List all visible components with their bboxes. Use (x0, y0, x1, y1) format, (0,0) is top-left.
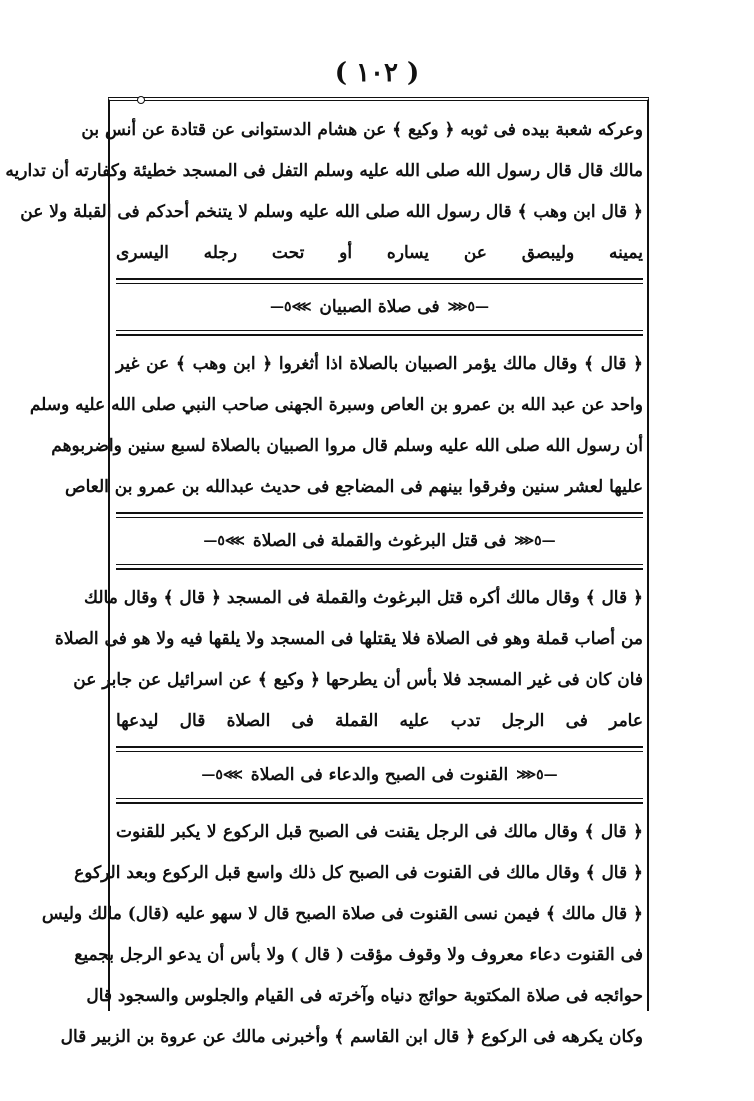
paragraph-spitting-in-mosque (5, 110, 643, 274)
paragraph-qunut (41, 812, 643, 1058)
text-line: فى القنوت دعاء معروف ولا وقوف مؤقت ( قال ) ولا بأس أن يدعو الرجل بجميع (74, 945, 643, 965)
text-line: ﴿ قال ﴾ وقال مالك يؤمر الصبيان بالصلاة اذا أثغروا ﴿ ابن وهب ﴾ عن غير (116, 354, 643, 374)
text-line: مالك قال قال رسول الله صلى الله عليه وسلم التفل فى المسجد خطيئة وكفارته أن تداريه (5, 161, 643, 181)
section-heading-qunut (116, 746, 643, 804)
text-line: ﴿ قال ابن وهب ﴾ قال رسول الله صلى الله عليه وسلم لا يتنخم أحدكم فى القبلة ولا عن (20, 202, 643, 222)
text-line: فان كان فى غير المسجد فلا بأس أن يطرحها ﴿ وكيع ﴾ عن اسرائيل عن جابر عن (73, 670, 643, 690)
heading-ornament-left: ⋙٥— (269, 299, 312, 315)
paragraph-killing-fleas (54, 578, 643, 742)
heading-ornament-right: —٥⋘ (447, 299, 490, 315)
text-line: من أصاب قملة وهو فى الصلاة فلا يقتلها فى المسجد ولا يلقها فيه ولا هو فى الصلاة (54, 629, 643, 649)
text-line: ﴿ قال ﴾ وقال مالك فى الرجل يقنت فى الصبح قبل الركوع لا يكبر للقنوت (116, 822, 643, 842)
text-line: ﴿ قال ﴾ وقال مالك أكره قتل البرغوث والقملة فى المسجد ﴿ قال ﴾ وقال مالك (84, 588, 643, 608)
heading-title: فى قتل البرغوث والقملة فى الصلاة (252, 531, 507, 551)
text-line: عامر فى الرجل تدب عليه القملة فى الصلاة قال ليدعها (116, 711, 643, 731)
heading-ornament-left: ⋙٥— (201, 767, 243, 783)
text-line: وعركه شعبة بيده فى ثوبه ﴿ وكيع ﴾ عن هشام الدستوانى عن قتادة عن أنس بن (81, 120, 643, 140)
text-line: ﴿ قال ﴾ وقال مالك فى القنوت فى الصبح كل ذلك واسع قبل الركوع وبعد الركوع (74, 863, 643, 883)
text-line: يمينه وليبصق عن يساره أو تحت رجله اليسرى (116, 243, 643, 263)
text-line: عليها لعشر سنين وفرقوا بينهم فى المضاجع فى حديث عبدالله بن عمرو بن العاص (65, 477, 643, 497)
text-line: وكان يكرهه فى الركوع ﴿ قال ابن القاسم ﴾ وأخبرنى مالك عن عروة بن الزبير قال (60, 1027, 643, 1047)
frame-ornament-dot (137, 96, 145, 104)
heading-ornament-right: —٥⋘ (514, 533, 556, 549)
heading-title: القنوت فى الصبح والدعاء فى الصلاة (250, 765, 509, 785)
text-line: واحد عن عبد الله بن عمرو بن العاص وسبرة الجهنى صاحب النبي صلى الله عليه وسلم (29, 395, 643, 415)
text-line: حوائجه فى صلاة المكتوبة حوائج دنياه وآخرته فى القيام والجلوس والسجود قال (86, 986, 643, 1006)
text-line: ﴿ قال مالك ﴾ فيمن نسى القنوت فى صلاة الصبح قال لا سهو عليه (قال) مالك وليس (41, 904, 643, 924)
page-body (5, 110, 643, 1058)
section-heading-children-prayer (116, 278, 643, 336)
section-heading-killing-fleas (116, 512, 643, 570)
paragraph-children-prayer (29, 344, 643, 508)
heading-title: فى صلاة الصبيان (319, 297, 440, 317)
heading-ornament-left: ⋙٥— (203, 533, 245, 549)
page-number: ( ١٠٢ ) (334, 58, 420, 88)
heading-ornament-right: —٥⋘ (516, 767, 558, 783)
text-line: أن رسول الله صلى الله عليه وسلم قال مروا الصبيان بالصلاة لسبع سنين واضربوهم (51, 436, 643, 456)
